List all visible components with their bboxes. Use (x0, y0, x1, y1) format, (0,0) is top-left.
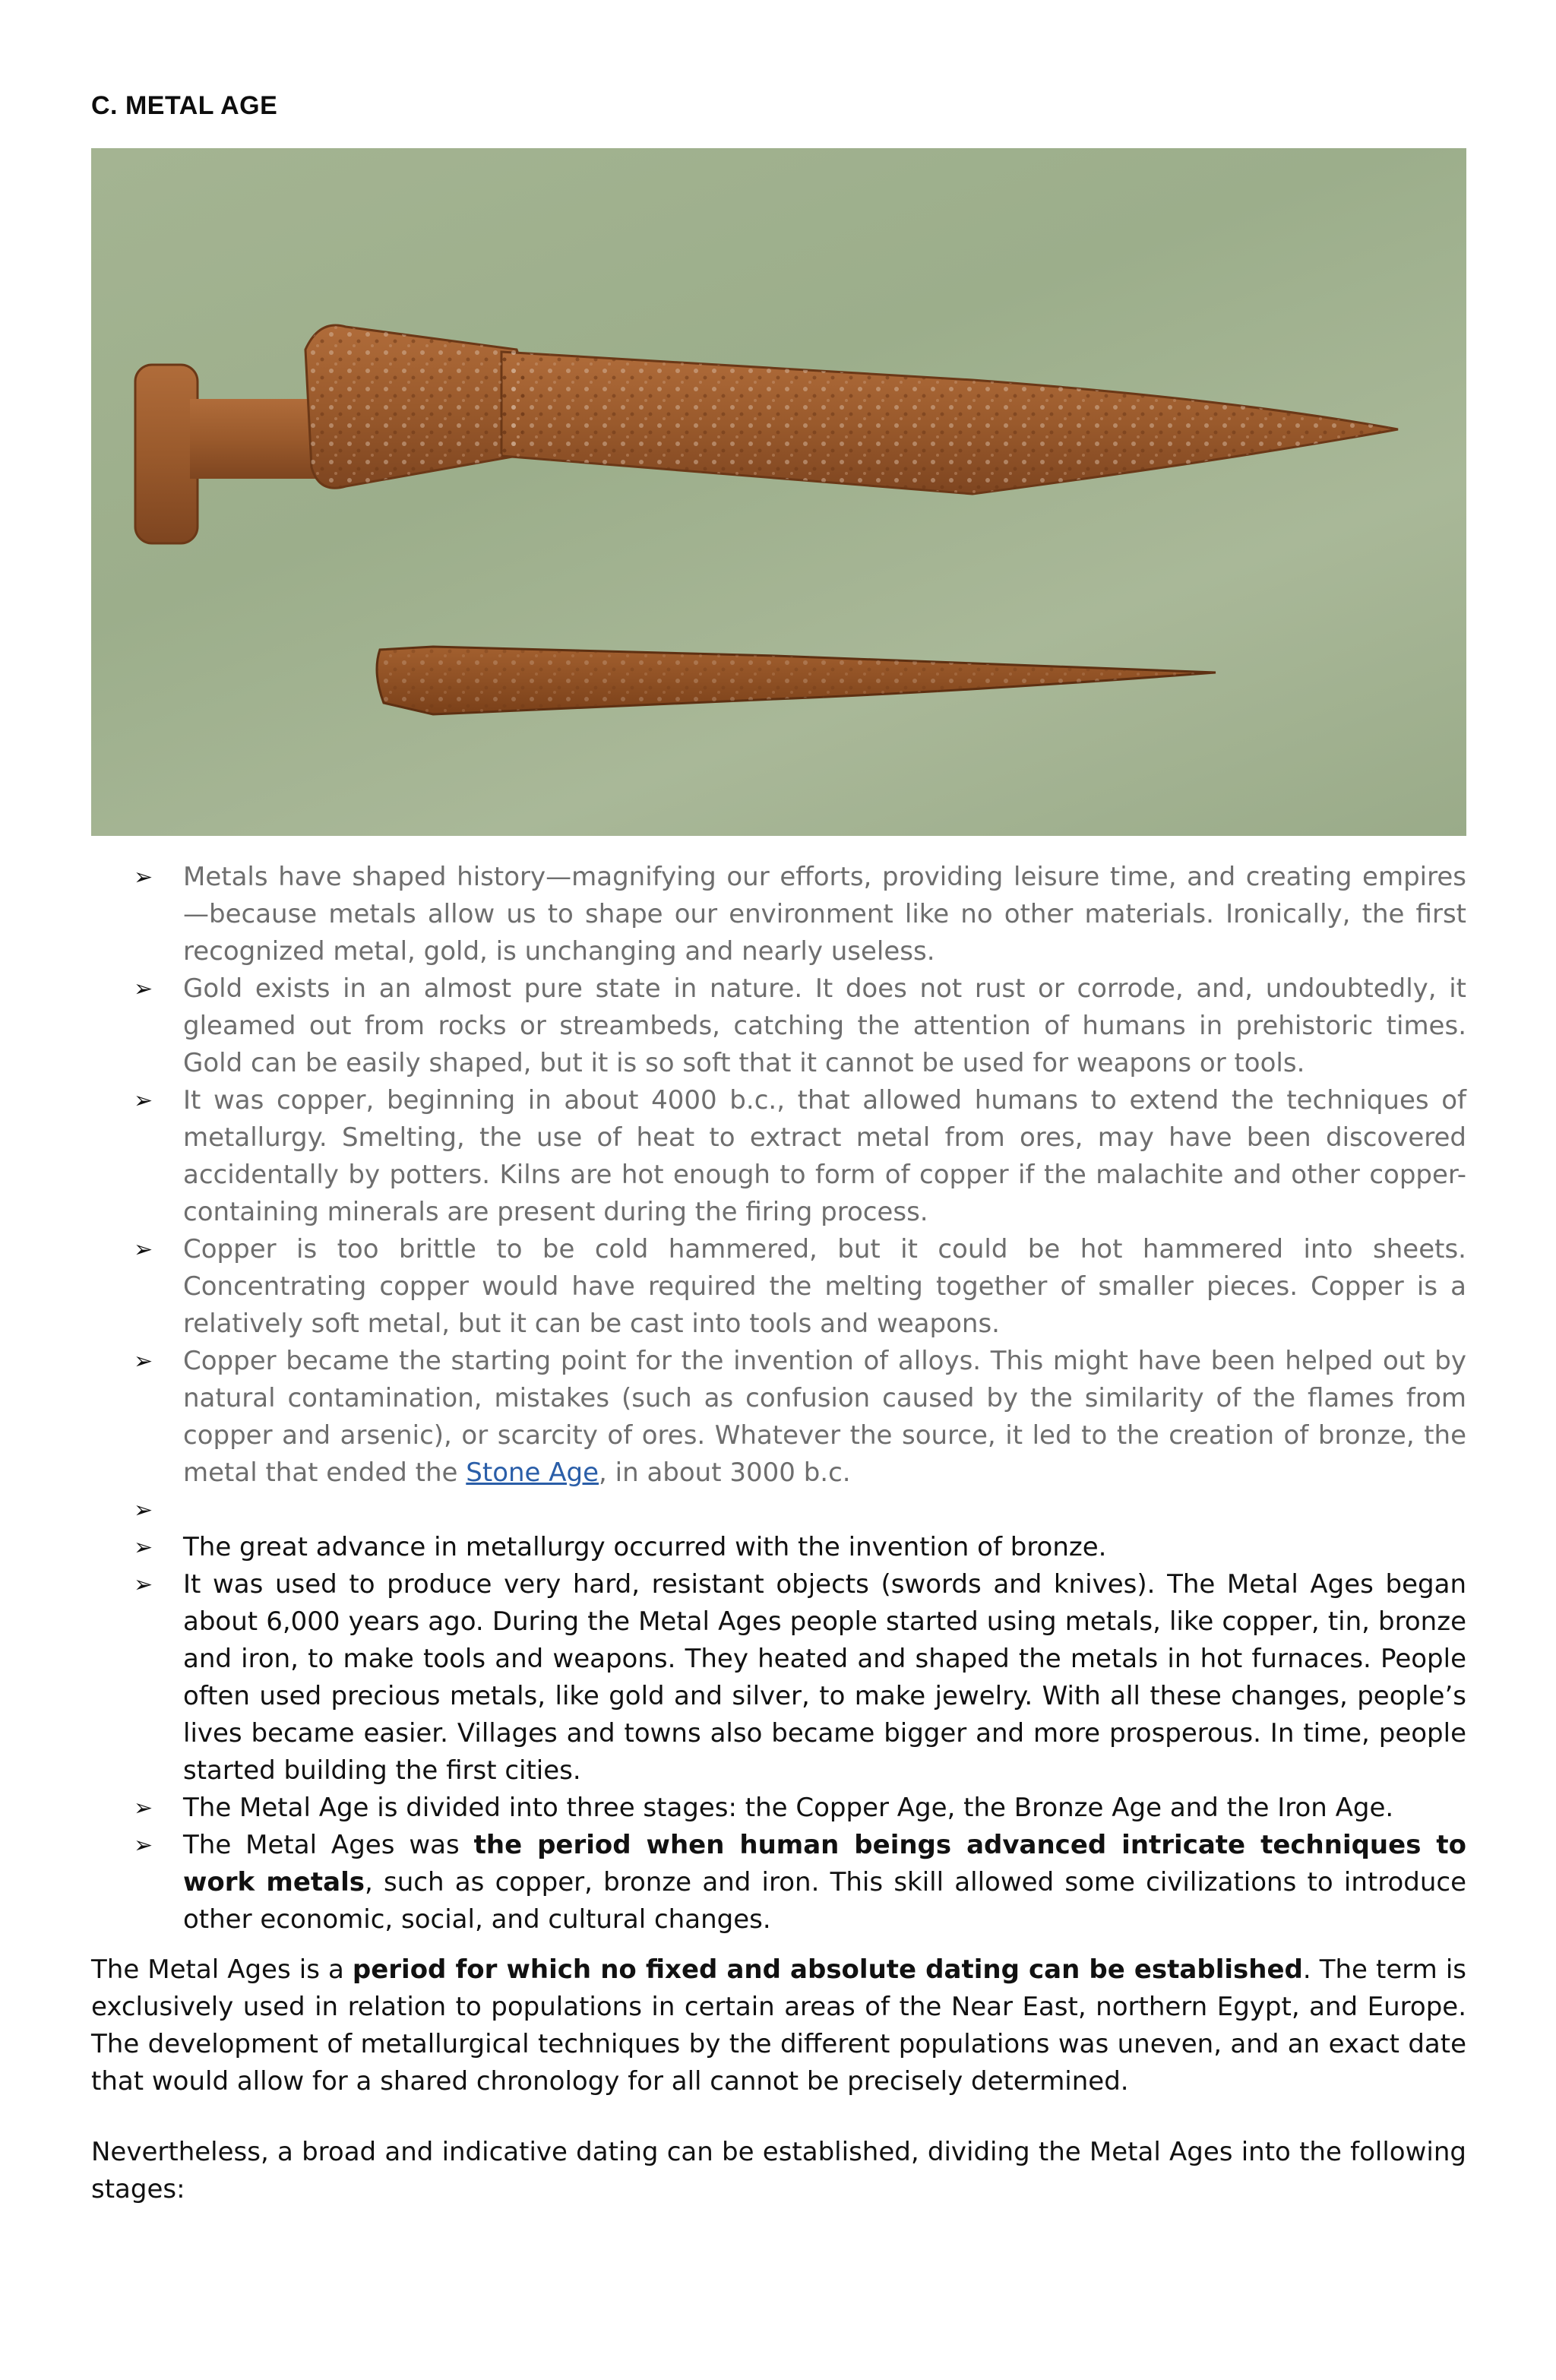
list-item (91, 1566, 1466, 1790)
list-item (91, 1231, 1466, 1343)
bullet-text: The Metal Ages was (183, 1830, 474, 1860)
bullet-arrow-icon: ➢ (134, 1571, 153, 1598)
bronze-dagger-photo (91, 148, 1466, 836)
bullet-list (91, 859, 1466, 1938)
stone-age-link[interactable]: Stone Age (466, 1457, 599, 1488)
bullet-text: It was used to produce very hard, resistant objects (swords and knives). The Metal Ages began about 6,000 years ago. During the Metal Ages people started using metals, like copper, tin, bronze and iron, to make tools and weapons. They heated and shaped the metals in hot furnaces. People often used precious metals, like gold and silver, to make jewelry. With all these changes, people’s lives became easier. Villages and towns also became bigger and more prosperous. In time, people started building the first cities. (183, 1569, 1466, 1786)
bullet-text: It was copper, beginning in about 4000 b.c., that allowed humans to extend the techniques of metallurgy. Smelting, the use of heat to extract metal from ores, may have been discovered accidentally by potters. Kilns are hot enough to form of copper if the malachite and other copper-containing minerals are present during the firing process. (183, 1085, 1466, 1227)
bullet-arrow-icon: ➢ (134, 1087, 153, 1114)
bullet-text-tail: , such as copper, bronze and iron. This skill allowed some civilizations to introduce other economic, social, and cultural changes. (183, 1867, 1467, 1935)
bullet-text: Gold exists in an almost pure state in nature. It does not rust or corrode, and, undoubtedly, it gleamed out from rocks or streambeds, catching the attention of humans in prehistoric times. Gold can be easily shaped, but it is so soft that it cannot be used for weapons or tools. (183, 973, 1466, 1078)
bullet-arrow-icon: ➢ (134, 1832, 153, 1859)
bullet-text: The great advance in metallurgy occurred with the invention of bronze. (183, 1532, 1107, 1562)
section-heading: C. METAL AGE (91, 91, 278, 120)
bullet-arrow-icon: ➢ (134, 1534, 153, 1561)
paragraph-text: The Metal Ages is a (91, 1954, 353, 1985)
bullet-text: Metals have shaped history—magnifying our efforts, providing leisure time, and creating empires—because metals allow us to shape our environment like no other materials. Ironically, the first recognized metal, gold, is unchanging and nearly useless. (183, 862, 1466, 967)
bullet-arrow-icon: ➢ (134, 1497, 153, 1524)
list-item (91, 1790, 1466, 1827)
list-item (91, 859, 1466, 970)
bullet-arrow-icon: ➢ (134, 864, 153, 891)
paragraph-text-tail: . The term is exclusively used in relation to populations in certain areas of the Near East, northern Egypt, and Europe. The development of metallurgical techniques by the different populations was uneven, and an exact date that would allow for a shared chronology for all cannot be precisely determined. (91, 1954, 1466, 2097)
list-item (91, 1343, 1466, 1492)
list-item (91, 970, 1466, 1082)
bullet-arrow-icon: ➢ (134, 1236, 153, 1263)
bullet-text: The Metal Age is divided into three stages: the Copper Age, the Bronze Age and the Iron Age. (183, 1793, 1394, 1823)
dagger-illustration-icon (91, 148, 1466, 836)
paragraph-dating (91, 1951, 1466, 2100)
bullet-bold-text: the period when human beings advanced intricate techniques to work metals (183, 1830, 1466, 1897)
list-item (91, 1827, 1466, 1938)
list-item (91, 1529, 1466, 1566)
bullet-arrow-icon: ➢ (134, 976, 153, 1002)
list-item (91, 1082, 1466, 1231)
bullet-text: Copper became the starting point for the invention of alloys. This might have been helped out by natural contamination, mistakes (such as confusion caused by the similarity of the flames from copper and arsenic), or scarcity of ores. Whatever the source, it led to the creation of bronze, the metal that ended the (183, 1346, 1466, 1488)
bullet-arrow-icon: ➢ (134, 1348, 153, 1375)
bullet-text-tail: , in about 3000 b.c. (599, 1457, 851, 1488)
bullet-arrow-icon: ➢ (134, 1795, 153, 1821)
paragraph-text: Nevertheless, a broad and indicative dating can be established, dividing the Metal Ages into the following stages: (91, 2137, 1466, 2204)
bullet-text: Copper is too brittle to be cold hammered, but it could be hot hammered into sheets. Concentrating copper would have required the melting together of smaller pieces. Copper is a relatively soft metal, but it can be cast into tools and weapons. (183, 1234, 1466, 1339)
paragraph-bold-text: period for which no fixed and absolute dating can be established (352, 1954, 1303, 1985)
list-item-empty (91, 1492, 1466, 1529)
paragraph-stages (91, 2134, 1466, 2208)
